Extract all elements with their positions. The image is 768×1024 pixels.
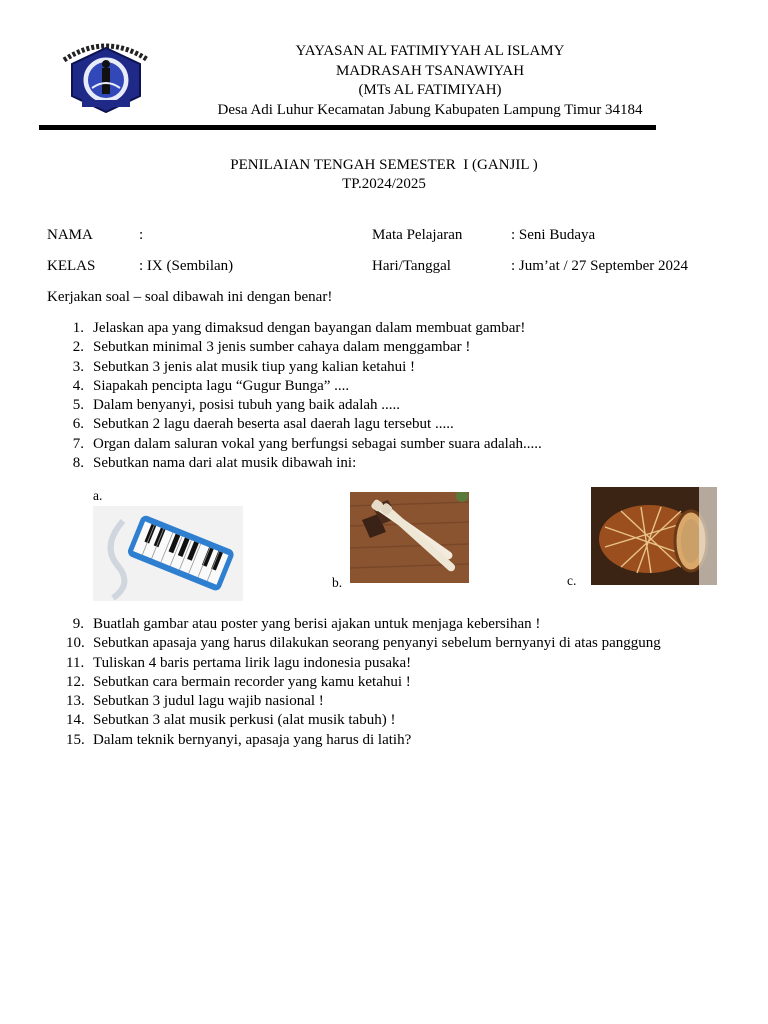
question-text: Jelaskan apa yang dimaksud dengan bayangan dalam membuat gambar!: [93, 320, 526, 336]
question-item: [66, 435, 746, 454]
question-number: 4.: [72, 377, 84, 394]
header-divider: [39, 125, 656, 130]
school-address: Desa Adi Luhur Kecamatan Jabung Kabupaten Lampung Timur 34184: [217, 101, 643, 118]
question-number: 8.: [72, 455, 84, 472]
school-name: (MTs AL FATIMIYAH): [358, 82, 502, 98]
question-text: Sebutkan 3 alat musik perkusi (alat musik tabuh) !: [93, 712, 396, 729]
foundation-name: YAYASAN AL FATIMIYYAH AL ISLAMY: [295, 43, 565, 59]
question-item: [66, 711, 746, 730]
question-text: Sebutkan 2 lagu daerah beserta asal daerah lagu tersebut .....: [93, 416, 454, 433]
question-text: Buatlah gambar atau poster yang berisi ajakan untuk menjaga kebersihan !: [93, 616, 541, 632]
question-text: Tuliskan 4 baris pertama lirik lagu indonesia pusaka!: [93, 654, 412, 671]
question-number: 13.: [66, 693, 85, 710]
school-type: MADRASAH TSANAWIYAH: [335, 62, 525, 79]
question-item: [66, 338, 746, 357]
picture-label-b: b.: [332, 575, 343, 590]
question-list-part1: [66, 319, 746, 473]
question-number: 6.: [72, 416, 84, 433]
mapel-value: : Seni Budaya: [511, 227, 596, 243]
kelas-value: : IX (Sembilan): [139, 258, 234, 274]
question-number: 12.: [66, 673, 85, 690]
question-number: 2.: [72, 339, 84, 356]
question-number: 3.: [72, 358, 84, 375]
question-item: [66, 377, 746, 396]
question-number: 14.: [66, 712, 85, 729]
question-item: [66, 396, 746, 415]
picture-label-a: a.: [93, 488, 103, 503]
question-text: Sebutkan minimal 3 jenis sumber cahaya dalam menggambar !: [93, 339, 471, 356]
nama-value: :: [139, 227, 144, 243]
question-number: 7.: [72, 435, 84, 452]
mapel-label: Mata Pelajaran: [372, 227, 463, 243]
question-number: 15.: [66, 731, 85, 748]
question-number: 10.: [66, 635, 85, 652]
question-item: [66, 358, 746, 377]
question-item: [66, 673, 746, 692]
exam-title-line1: PENILAIAN TENGAH SEMESTER I (GANJIL ): [230, 157, 538, 173]
question-text: Sebutkan apasaja yang harus dilakukan seorang penyanyi sebelum bernyanyi di atas panggung: [93, 635, 661, 652]
question-item: [66, 654, 746, 673]
instruction: Kerjakan soal – soal dibawah ini dengan benar!: [47, 289, 333, 305]
kelas-label: KELAS: [47, 258, 96, 274]
question-text: Siapakah pencipta lagu “Gugur Bunga” ....: [93, 377, 350, 394]
question-text: Dalam benyanyi, posisi tubuh yang baik adalah .....: [93, 397, 401, 414]
school-header: [200, 42, 660, 120]
nama-label: NAMA: [47, 227, 93, 243]
melodica-image: [93, 506, 243, 601]
question-item: [66, 731, 746, 750]
question-text: Sebutkan nama dari alat musik dibawah ini:: [93, 455, 357, 472]
question-text: Sebutkan 3 judul lagu wajib nasional !: [93, 693, 324, 710]
hari-value: : Jum’at / 27 September 2024: [511, 258, 689, 274]
question-item: [66, 634, 746, 653]
question-text: Organ dalam saluran vokal yang berfungsi sebagai sumber suara adalah.....: [93, 435, 542, 452]
question-item: [66, 454, 746, 473]
picture-label-c: c.: [567, 573, 577, 588]
question-item: [66, 615, 746, 634]
question-number: 5.: [72, 397, 84, 414]
question-item: [66, 415, 746, 434]
school-logo: [56, 38, 156, 116]
kendang-drum-image: [591, 487, 717, 585]
exam-title: [150, 156, 618, 194]
question-number: 1.: [72, 320, 84, 336]
recorder-image: [350, 492, 469, 583]
question-text: Dalam teknik bernyanyi, apasaja yang harus di latih?: [93, 731, 412, 748]
question-item: [66, 692, 746, 711]
question-text: Sebutkan cara bermain recorder yang kamu ketahui !: [93, 673, 411, 690]
question-number: 11.: [66, 654, 85, 671]
question-item: [66, 319, 746, 338]
exam-title-line2: TP.2024/2025: [342, 176, 426, 192]
question-text: Sebutkan 3 jenis alat musik tiup yang kalian ketahui !: [93, 358, 416, 375]
hari-label: Hari/Tanggal: [372, 258, 451, 274]
question-number: 9.: [72, 616, 84, 632]
question-list-part2: [66, 615, 746, 750]
